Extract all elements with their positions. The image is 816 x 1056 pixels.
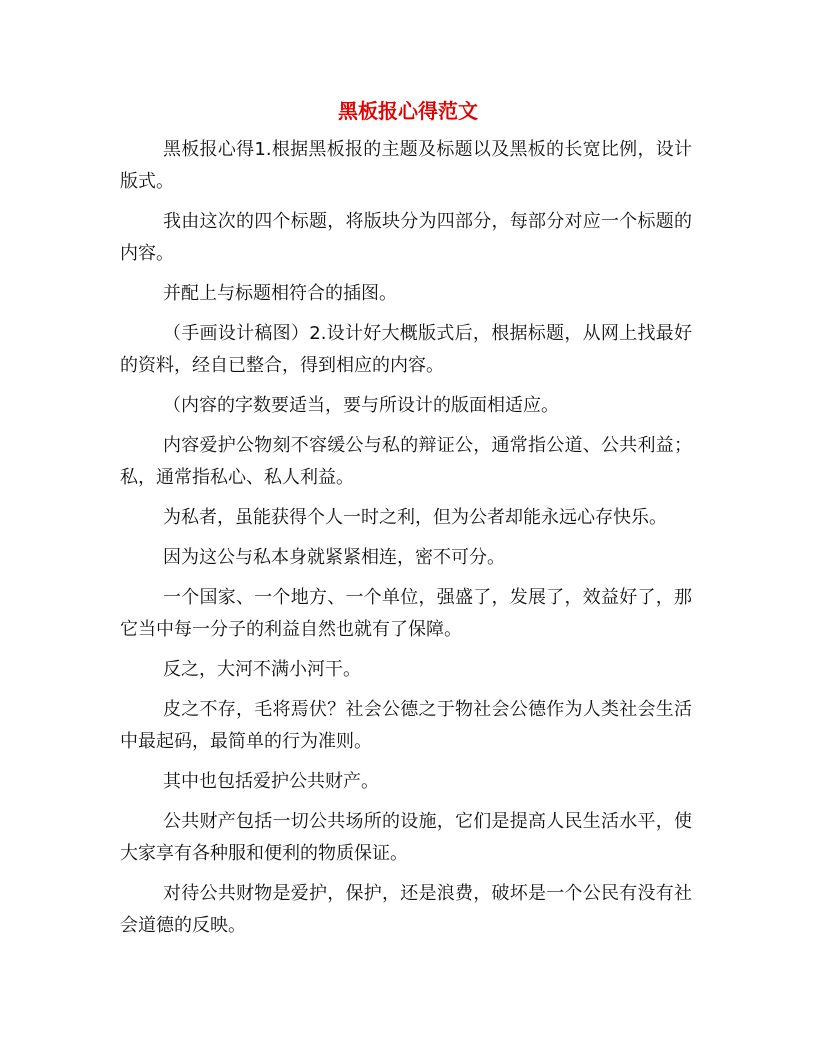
paragraph-8: 因为这公与私本身就紧紧相连，密不可分。	[163, 547, 505, 568]
paragraph-11: 皮之不存，毛将焉伏？社会公德之于物社会公德作为人类社会生活中最起码，最简单的行为准则。	[120, 699, 692, 752]
paragraph-5: （内容的字数要适当，要与所设计的版面相适应。	[163, 395, 559, 416]
paragraph-6: 内容爱护公物刻不容缓公与私的辩证公，通常指公道、公共利益；私，通常指私心、私人利益。	[120, 435, 692, 488]
paragraph-2: 我由这次的四个标题，将版块分为四部分，每部分对应一个标题的内容。	[120, 211, 692, 264]
paragraph-4: （手画设计稿图）2.设计好大概版式后，根据标题，从网上找最好的资料，经自已整合，得到相应的内容。	[120, 323, 692, 376]
document-title: 黑板报心得范文	[338, 99, 478, 123]
paragraph-9: 一个国家、一个地方、一个单位，强盛了，发展了，效益好了，那它当中每一分子的利益自然也就有了保障。	[120, 587, 692, 640]
paragraph-12: 其中也包括爱护公共财产。	[163, 771, 379, 792]
document-body	[120, 134, 692, 950]
paragraph-3: 并配上与标题相符合的插图。	[163, 283, 397, 304]
paragraph-13: 公共财产包括一切公共场所的设施，它们是提高人民生活水平，使大家享有各种服和便利的物质保证。	[120, 811, 692, 864]
paragraph-10: 反之，大河不满小河干。	[163, 659, 361, 680]
paragraph-7: 为私者，虽能获得个人一时之利，但为公者却能永远心存快乐。	[163, 507, 667, 528]
paragraph-1: 黑板报心得1.根据黑板报的主题及标题以及黑板的长宽比例，设计版式。	[120, 139, 692, 192]
paragraph-14: 对待公共财物是爱护，保护，还是浪费，破坏是一个公民有没有社会道德的反映。	[120, 883, 692, 936]
